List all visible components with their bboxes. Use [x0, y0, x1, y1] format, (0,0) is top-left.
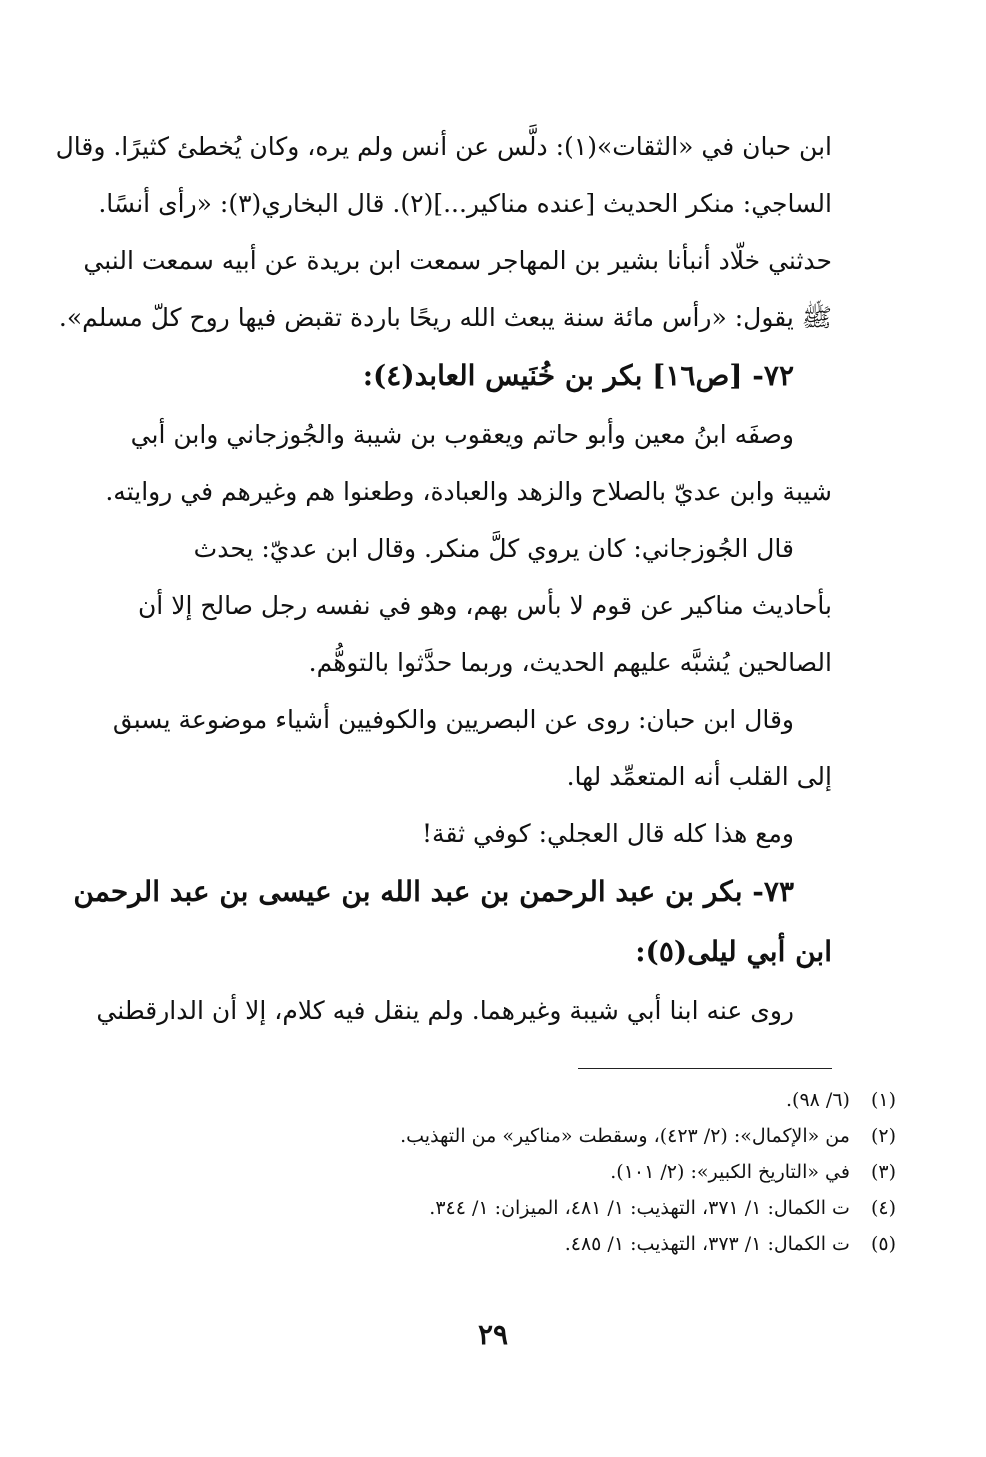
text-line: إلى القلب أنه المتعمِّد لها. [566, 762, 832, 791]
text-line: شيبة وابن عديّ بالصلاح والزهد والعبادة، وطعنوا هم وغيرهم في روايته. [105, 477, 832, 506]
footnote-number: (٣) [870, 1161, 896, 1183]
text-line: وقال ابن حبان: روى عن البصريين والكوفيين أشياء موضوعة يسبق [112, 705, 794, 734]
text-line: الصالحين يُشبَّه عليهم الحديث، وربما حدَّثوا بالتوهُّم. [308, 648, 832, 677]
main-text [55, 118, 832, 1039]
footnote-number: (٢) [870, 1125, 896, 1147]
entry-heading-72: ٧٢- [ص١٦] بكر بن خُنَيس العابد(٤): [362, 359, 794, 392]
entry-heading-73-cont: ابن أبي ليلى(٥): [635, 935, 832, 968]
text-lines [55, 118, 832, 1039]
footnote-1 [176, 1082, 896, 1118]
footnote-text: ت الكمال: ١/ ٣٧١، التهذيب: ١/ ٤٨١، الميزان: ١/ ٣٤٤. [429, 1197, 850, 1219]
footnote-4 [176, 1190, 896, 1226]
footnote-divider [578, 1068, 832, 1069]
footnote-2 [176, 1118, 896, 1154]
footnote-text: (٦/ ٩٨). [785, 1089, 850, 1111]
text-line: بأحاديث مناكير عن قوم لا بأس بهم، وهو في نفسه رجل صالح إلا أن [137, 591, 832, 620]
footnote-text: من «الإكمال»: (٢/ ٤٢٣)، وسقطت «مناكير» من التهذيب. [400, 1125, 850, 1147]
footnotes [176, 1082, 896, 1262]
text-line: قال الجُوزجاني: كان يروي كلَّ منكر. وقال ابن عديّ: يحدث [193, 534, 794, 563]
text-line: روى عنه ابنا أبي شيبة وغيرهما. ولم ينقل فيه كلام، إلا أن الدارقطني [96, 996, 794, 1025]
text-line: ومع هذا كله قال العجلي: كوفي ثقة! [422, 819, 794, 848]
text-line: حدثني خلّاد أنبأنا بشير بن المهاجر سمعت ابن بريدة عن أبيه سمعت النبي [83, 246, 832, 275]
footnote-text: ت الكمال: ١/ ٣٧٣، التهذيب: ١/ ٤٨٥. [564, 1233, 850, 1255]
text-line: ﷺ يقول: «رأس مائة سنة يبعث الله ريحًا باردة تقبض فيها روح كلّ مسلم». [58, 303, 832, 332]
page-number: ٢٩ [477, 1318, 509, 1351]
footnote-number: (٥) [870, 1233, 896, 1255]
text-line: وصفَه ابنُ معين وأبو حاتم ويعقوب بن شيبة والجُوزجاني وابن أبي [130, 420, 794, 449]
footnote-number: (٤) [870, 1197, 896, 1219]
footnote-5 [176, 1226, 896, 1262]
entry-heading-73: ٧٣- بكر بن عبد الرحمن بن عبد الله بن عيسى بن عبد الرحمن [73, 875, 794, 908]
text-line: ابن حبان في «الثقات»(١): دلَّس عن أنس ولم يره، وكان يُخطئ كثيرًا. وقال [55, 132, 832, 161]
footnote-number: (١) [870, 1089, 896, 1111]
footnote-text: في «التاريخ الكبير»: (٢/ ١٠١). [610, 1161, 850, 1183]
footnote-3 [176, 1154, 896, 1190]
text-line: الساجي: منكر الحديث [عنده مناكير...](٢). قال البخاري(٣): «رأى أنسًا. [98, 189, 832, 218]
